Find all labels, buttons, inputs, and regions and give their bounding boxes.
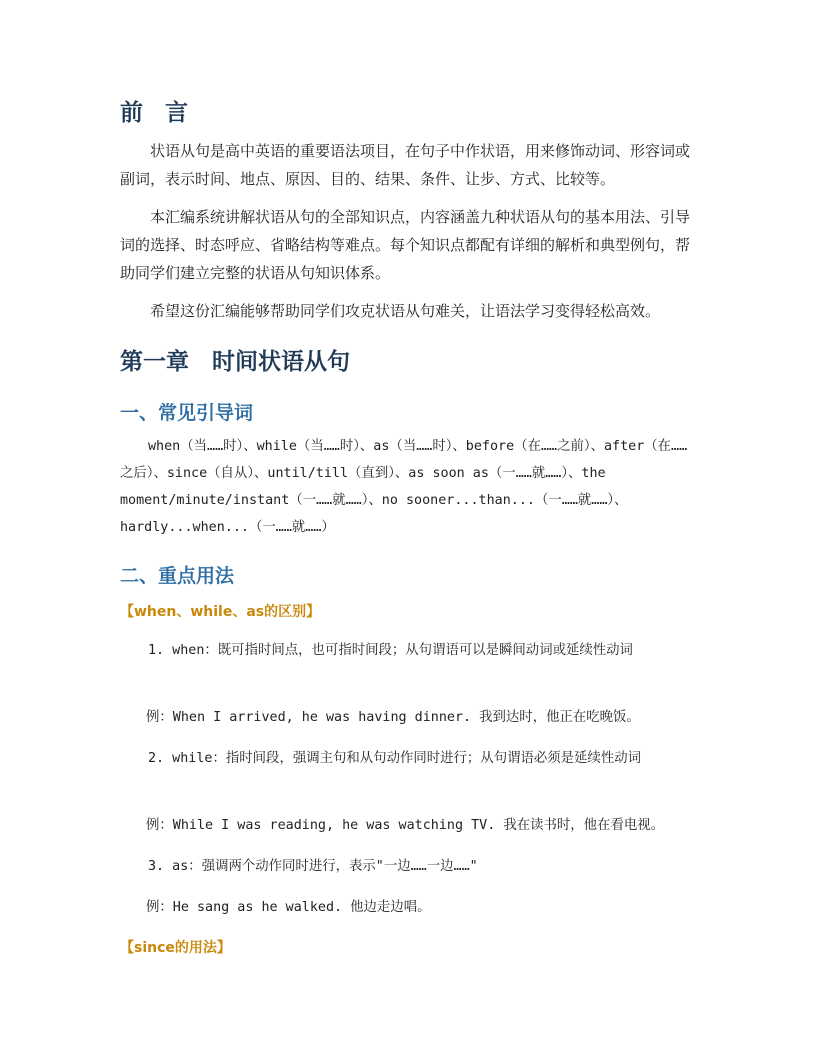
usage-item-when: 1. when：既可指时间点，也可指时间段；从句谓语可以是瞬间动词或延续性动词 [148,643,633,658]
chapter-title: 第一章 时间状语从句 [120,349,350,375]
preface-paragraph-2: 本汇编系统讲解状语从句的全部知识点，内容涵盖九种状语从句的基本用法、引导词的选择、时态呼应、省略结构等难点。每个知识点都配有详细的解析和典型例句，帮助同学们建立完整的状语从句知识体系。 [120,208,691,282]
topic-heading-when-while-as: 【when、while、as的区别】 [120,604,321,620]
example-while: 例：While I was reading, he was watching TV. 我在读书时，他在看电视。 [146,818,665,833]
section-title-leading-words: 一、常见引导词 [120,402,254,424]
leading-words-paragraph: when（当……时）、while（当……时）、as（当……时）、before（在……之前）、after（在……之后）、since（自从）、until/till（直到）、as soon as（一……就……）、the moment/minute/instant（一……就……）、no sooner...than...（一……就……）、hardly...when...（一……就……） [120,439,688,535]
topic-heading-since: 【since的用法】 [120,940,231,956]
usage-item-while: 2. while：指时间段，强调主句和从句动作同时进行；从句谓语必须是延续性动词 [148,751,641,766]
example-when: 例：When I arrived, he was having dinner. 我到达时，他正在吃晚饭。 [146,710,640,725]
usage-item-as: 3. as：强调两个动作同时进行，表示"一边……一边……" [148,859,478,874]
section-title-key-usage: 二、重点用法 [120,565,235,587]
preface-paragraph-1: 状语从句是高中英语的重要语法项目，在句子中作状语，用来修饰动词、形容词或副词，表示时间、地点、原因、目的、结果、条件、让步、方式、比较等。 [120,142,691,188]
preface-title: 前言 [120,100,210,126]
example-as: 例：He sang as he walked. 他边走边唱。 [146,900,431,915]
preface-paragraph-3: 希望这份汇编能够帮助同学们攻克状语从句难关，让语法学习变得轻松高效。 [150,302,661,320]
